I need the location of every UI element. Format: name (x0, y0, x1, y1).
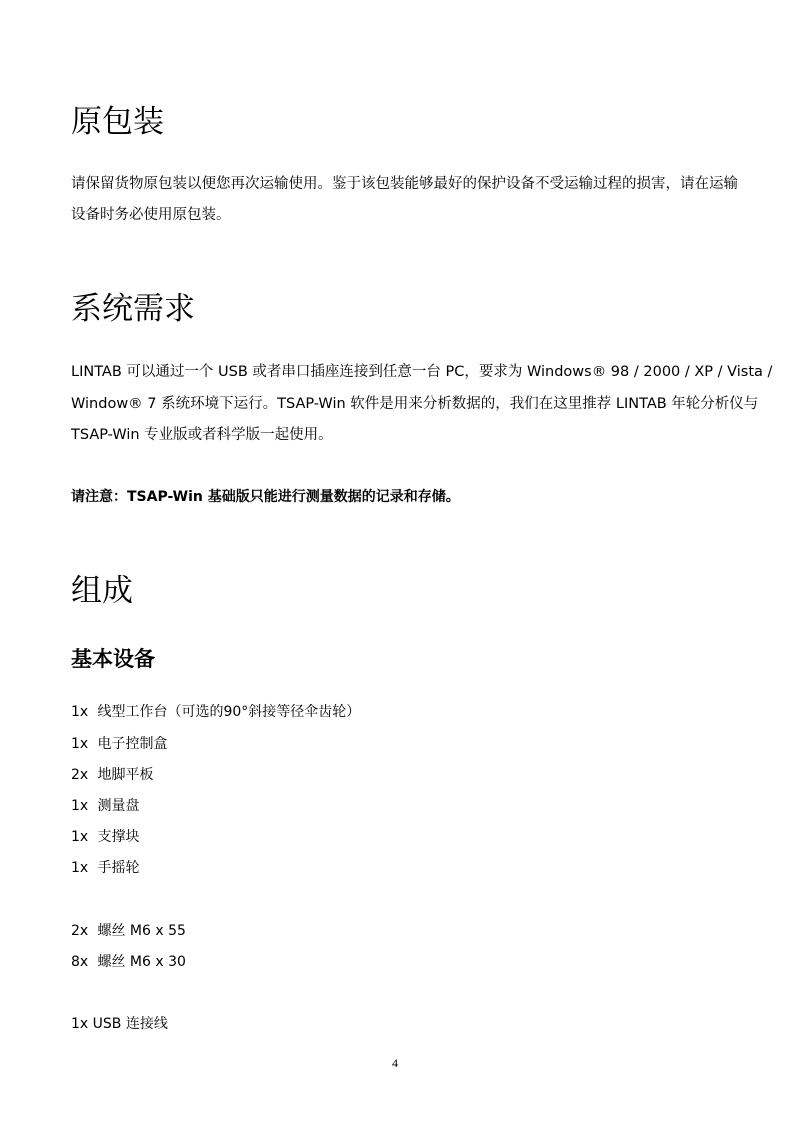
heading-composition: 组成 (71, 573, 133, 609)
item-quantity: 1x (71, 1016, 89, 1032)
item-description: 螺丝 M6 x 30 (97, 954, 186, 970)
sysreq-paragraph-line-1: LINTAB 可以通过一个 USB 或者串口插座连接到任意一台 PC，要求为 Windows® 98 / 2000 / XP / Vista / (71, 364, 773, 380)
item-description: 测量盘 (97, 798, 140, 814)
item-description: 线型工作台（可选的90°斜接等径伞齿轮） (97, 704, 361, 720)
sysreq-paragraph-line-2: Window® 7 系统环境下运行。TSAP-Win 软件是用来分析数据的，我们在这里推荐 LINTAB 年轮分析仪与 (71, 396, 759, 412)
item-description: 手摇轮 (97, 860, 140, 876)
item-quantity: 2x (71, 923, 89, 939)
list-item (71, 796, 139, 816)
item-description: 电子控制盒 (97, 736, 168, 752)
item-quantity: 1x (71, 704, 89, 720)
list-item (71, 702, 360, 722)
list-item (71, 827, 139, 847)
item-quantity: 1x (71, 860, 89, 876)
sysreq-note: 请注意：TSAP-Win 基础版只能进行测量数据的记录和存储。 (71, 489, 460, 505)
item-quantity: 2x (71, 767, 89, 783)
item-quantity: 1x (71, 798, 89, 814)
list-item (71, 952, 186, 972)
heading-system-requirements: 系统需求 (71, 291, 195, 327)
list-item (71, 1014, 168, 1034)
heading-original-packaging: 原包装 (71, 104, 164, 140)
list-item (71, 921, 186, 941)
item-quantity: 1x (71, 736, 89, 752)
item-description: USB 连接线 (92, 1016, 168, 1032)
item-quantity: 1x (71, 829, 89, 845)
item-quantity: 8x (71, 954, 89, 970)
list-item (71, 734, 167, 754)
item-description: 地脚平板 (97, 767, 154, 783)
page-number: 4 (392, 1056, 398, 1070)
list-item (71, 858, 139, 878)
subheading-basic-equipment: 基本设备 (71, 647, 155, 671)
item-description: 螺丝 M6 x 55 (97, 923, 186, 939)
packaging-paragraph-line-1: 请保留货物原包装以便您再次运输使用。鉴于该包装能够最好的保护设备不受运输过程的损害，请在运输 (71, 176, 738, 192)
list-item (71, 765, 153, 785)
item-description: 支撑块 (97, 829, 140, 845)
packaging-paragraph-line-2: 设备时务必使用原包装。 (71, 207, 231, 223)
sysreq-paragraph-line-3: TSAP-Win 专业版或者科学版一起使用。 (71, 427, 333, 443)
